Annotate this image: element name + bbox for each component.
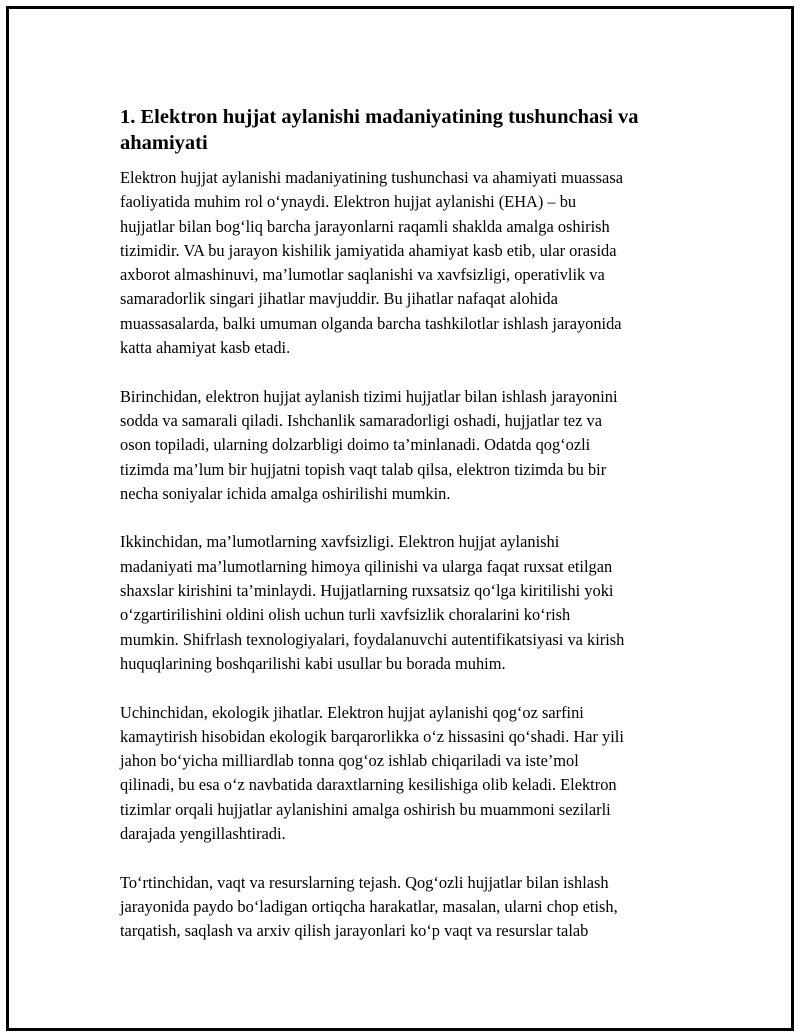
- paragraph-line: kamaytirish hisobidan ekologik barqarorlikka o‘z hissasini qo‘shadi. Har yili: [120, 726, 624, 746]
- paragraph-line: huquqlarining boshqarilishi kabi usullar bu borada muhim.: [120, 653, 506, 673]
- document-body: [120, 104, 700, 968]
- paragraph-second-point: [120, 530, 700, 676]
- paragraph-line: To‘rtinchidan, vaqt va resurslarning tejash. Qog‘ozli hujjatlar bilan ishlash: [120, 872, 609, 892]
- paragraph-line: samaradorlik singari jihatlar mavjuddir. Bu jihatlar nafaqat alohida: [120, 289, 558, 309]
- paragraph-first-point: [120, 385, 700, 506]
- paragraph-line: qilinadi, bu esa o‘z navbatida daraxtlarning kesilishiga olib keladi. Elektron: [120, 775, 617, 795]
- paragraph-line: hujjatlar bilan bog‘liq barcha jarayonlarni raqamli shaklda amalga oshirish: [120, 216, 610, 236]
- paragraph-line: katta ahamiyat kasb etadi.: [120, 338, 291, 358]
- paragraph-line: tizimidir. VA bu jarayon kishilik jamiyatida ahamiyat kasb etib, ular orasida: [120, 240, 617, 260]
- heading-line: 1. Elektron hujjat aylanishi madaniyatining tushunchasi va: [120, 106, 639, 128]
- paragraph-line: shaxslar kirishini ta’minlaydi. Hujjatlarning ruxsatsiz qo‘lga kiritilishi yoki: [120, 581, 614, 601]
- paragraph-line: Birinchidan, elektron hujjat aylanish tizimi hujjatlar bilan ishlash jarayonini: [120, 386, 618, 406]
- paragraph-line: tarqatish, saqlash va arxiv qilish jarayonlari ko‘p vaqt va resurslar talab: [120, 921, 589, 941]
- paragraph-line: faoliyatida muhim rol o‘ynaydi. Elektron hujjat aylanishi (EHA) – bu: [120, 192, 577, 212]
- paragraph-line: mumkin. Shifrlash texnologiyalari, foydalanuvchi autentifikatsiyasi va kirish: [120, 629, 625, 649]
- section-heading: [120, 104, 700, 156]
- paragraph-line: madaniyati ma’lumotlarning himoya qilinishi va ularga faqat ruxsat etilgan: [120, 556, 613, 576]
- page-border: [6, 6, 794, 1031]
- paragraph-line: sodda va samarali qiladi. Ishchanlik samaradorligi oshadi, hujjatlar tez va: [120, 410, 603, 430]
- paragraph-line: tizimda ma’lum bir hujjatni topish vaqt talab qilsa, elektron tizimda bu bir: [120, 459, 607, 479]
- paragraph-line: Elektron hujjat aylanishi madaniyatining tushunchasi va ahamiyati muassasa: [120, 168, 623, 187]
- paragraph-line: jarayonida paydo bo‘ladigan ortiqcha harakatlar, masalan, ularni chop etish,: [120, 896, 618, 916]
- paragraph-line: oson topiladi, ularning dolzarbligi doimo ta’minlanadi. Odatda qog‘ozli: [120, 435, 591, 455]
- paragraph-line: jahon bo‘yicha milliardlab tonna qog‘oz ishlab chiqariladi va iste’mol: [120, 751, 579, 771]
- paragraph-line: muassasalarda, balki umuman olganda barcha tashkilotlar ishlash jarayonida: [120, 313, 622, 333]
- paragraph-third-point: [120, 701, 700, 847]
- paragraph-line: Ikkinchidan, ma’lumotlarning xavfsizligi. Elektron hujjat aylanishi: [120, 532, 560, 552]
- paragraph-line: o‘zgartirilishini oldini olish uchun turli xavfsizlik choralarini ko‘rish: [120, 605, 571, 625]
- paragraph-line: necha soniyalar ichida amalga oshirilishi mumkin.: [120, 483, 451, 503]
- paragraph-intro: [120, 166, 700, 360]
- paragraph-fourth-point: [120, 871, 700, 944]
- paragraph-line: tizimlar orqali hujjatlar aylanishini amalga oshirish bu muammoni sezilarli: [120, 799, 611, 819]
- paragraph-line: Uchinchidan, ekologik jihatlar. Elektron hujjat aylanishi qog‘oz sarfini: [120, 702, 584, 722]
- heading-line: ahamiyati: [120, 132, 208, 154]
- paragraph-line: axborot almashinuvi, ma’lumotlar saqlanishi va xavfsizligi, operativlik va: [120, 265, 605, 285]
- paragraph-line: darajada yengillashtiradi.: [120, 824, 286, 844]
